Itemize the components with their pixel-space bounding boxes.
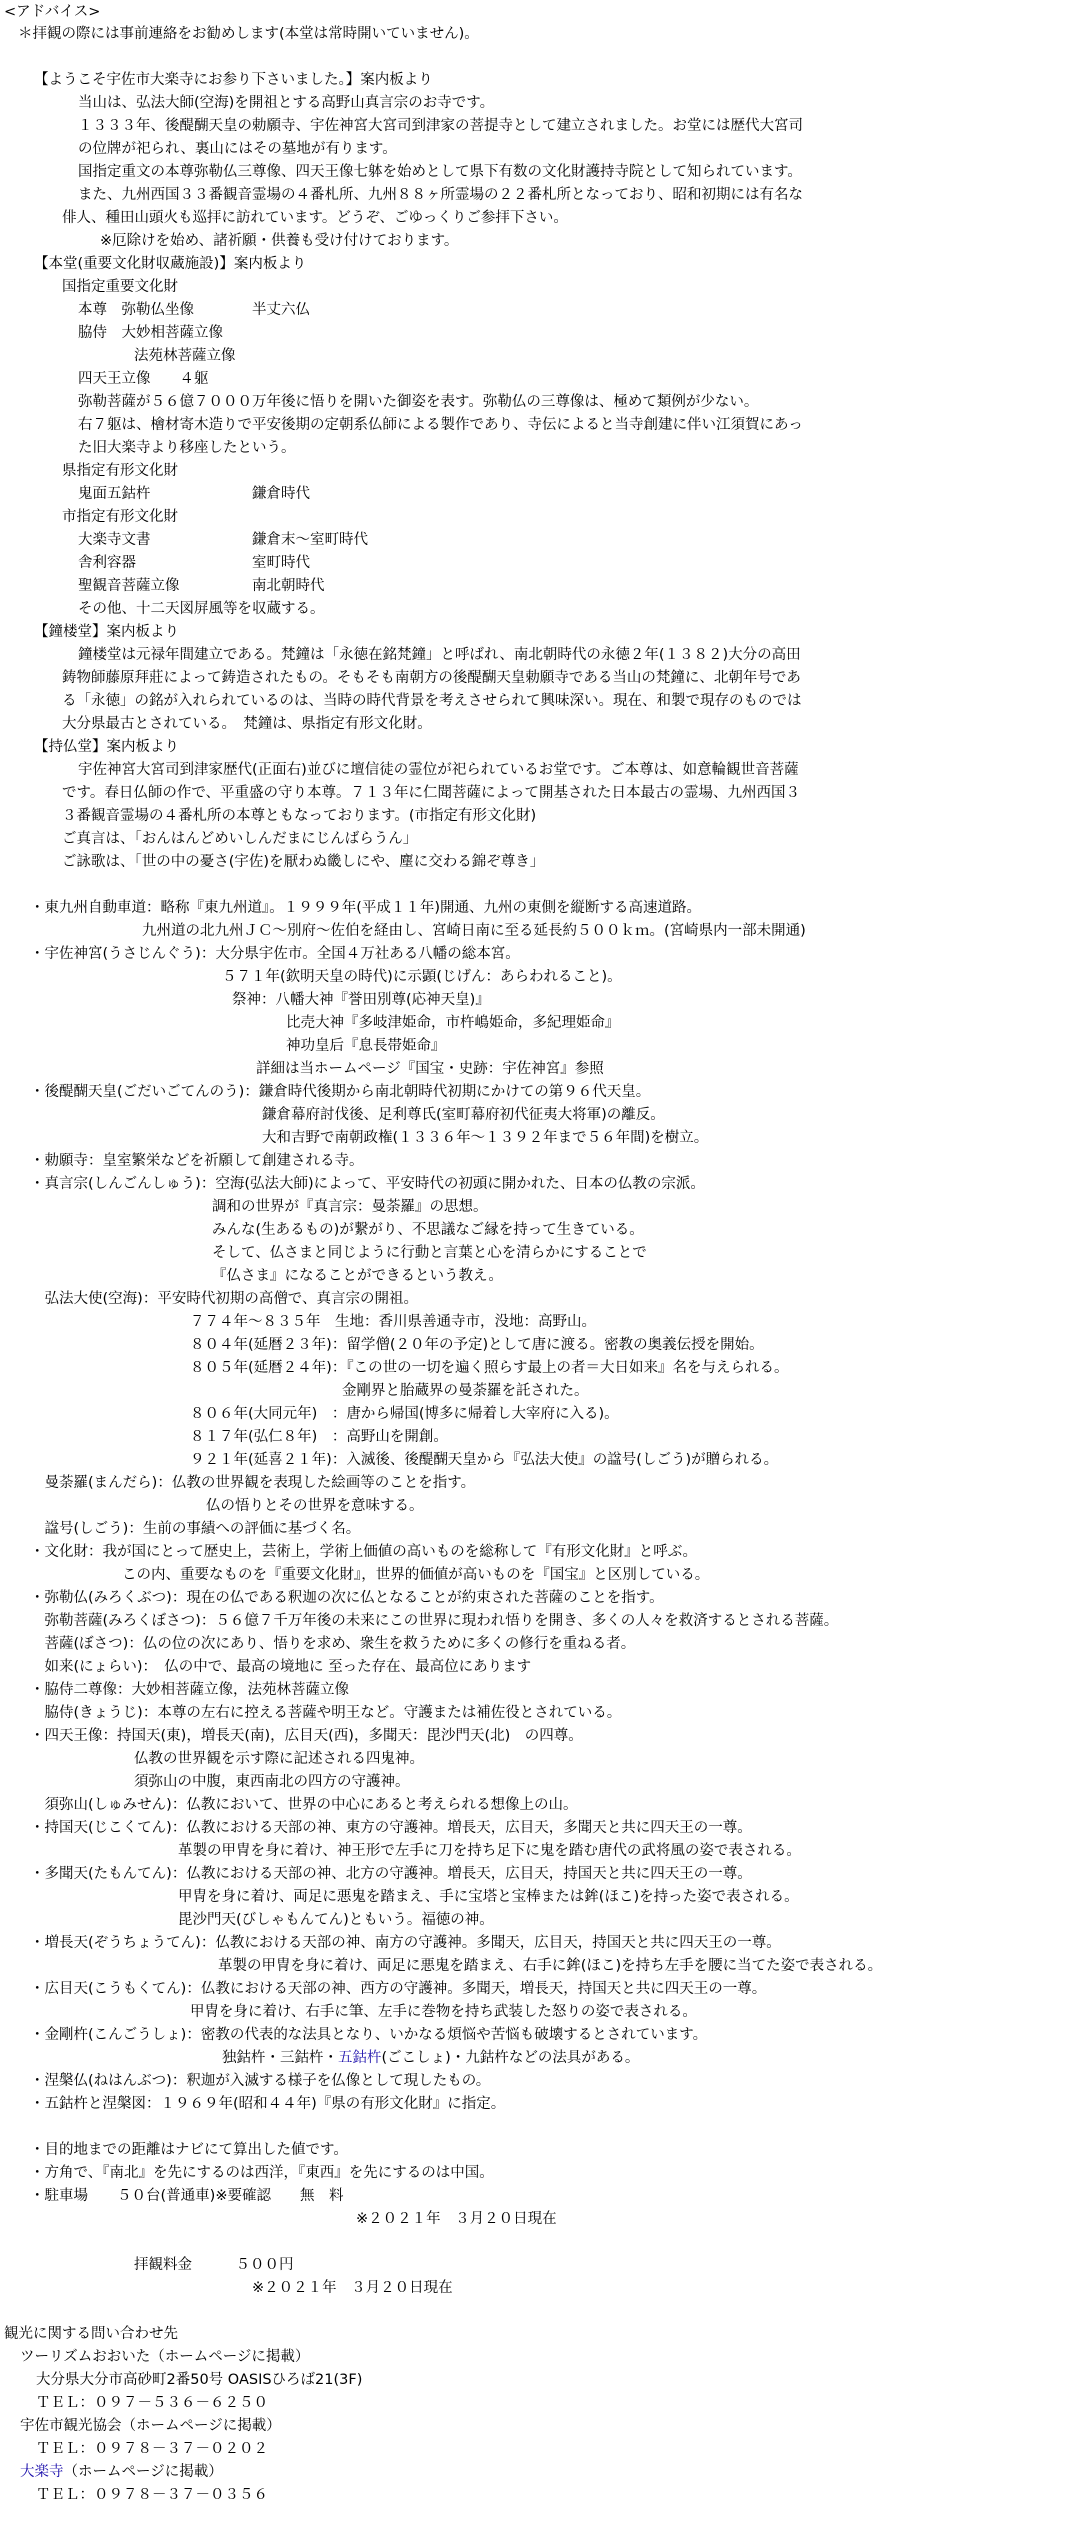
text-line: ・四天王像：持国天(東)，増長天(南)，広目天(西)，多聞天：毘沙門天(北) の四尊。 [30,1728,583,1744]
text-line: 拝観料金 ５００円 [134,2257,294,2273]
text-line: 観光に関する問い合わせ先 [4,2326,178,2342]
text-line: ・真言宗(しんごんしゅう)：空海(弘法大師)によって、平安時代の初頭に開かれた、日本の仏教の宗派。 [30,1176,705,1192]
text-line: ツーリズムおおいた（ホームページに掲載） [20,2349,310,2365]
text-line: その他、十二天図屏風等を収蔵する。 [78,601,325,617]
text-line: みんな(生あるもの)が繋がり、不思議なご縁を持って生きている。 [212,1222,644,1238]
text-line: 須弥山(しゅみせん)：仏教において、世界の中心にあると考えられる想像上の山。 [30,1797,578,1813]
text-line: また、九州西国３３番観音霊場の４番札所、九州８８ヶ所霊場の２２番札所となっており、昭和初期には有名な [78,187,803,203]
text-line: １３３３年、後醍醐天皇の勅願寺、宇佐神宮大宮司到津家の菩提寺として建立されました。お堂には歴代大宮司 [78,118,803,134]
text-line: <アドバイス> [4,4,101,20]
text-line: 九州道の北九州ＪＣ～別府～佐伯を経由し、宮崎日南に至る延長約５００ｋｍ。(宮崎県内一部未開通) [142,923,806,939]
text-line: ８１７年(弘仁８年) ：高野山を開創。 [190,1429,448,1445]
text-line: ３番観音霊場の４番札所の本尊ともなっております。(市指定有形文化財) [62,808,537,824]
text-line: 菩薩(ぼさつ)：仏の位の次にあり、悟りを求め、衆生を救うために多くの修行を重ねる者。 [30,1636,636,1652]
text-line: ８０５年(延暦２４年)：『この世の一切を遍く照らす最上の者＝大日如来』名を与えられる。 [190,1360,789,1376]
text-line: ・文化財：我が国にとって歴史上，芸術上，学術上価値の高いものを総称して『有形文化財』と呼ぶ。 [30,1544,697,1560]
text-line: 金剛界と胎蔵界の曼荼羅を託された。 [342,1383,589,1399]
text-line: 舎利容器 室町時代 [78,555,310,571]
text-line: ・持国天(じこくてん)：仏教における天部の神、東方の守護神。増長天，広目天，多聞天と共に四天王の一尊。 [30,1820,752,1836]
text-line: ＴＥＬ：０９７－５３６－６２５０ [36,2395,268,2411]
text-line: です。春日仏師の作で、平重盛の守り本尊。７１３年に仁聞菩薩によって開基された日本最古の霊場、九州西国３ [62,785,801,801]
text-line: ９２１年(延喜２１年)：入滅後、後醍醐天皇から『弘法大使』の諡号(しごう)が贈られる。 [190,1452,779,1468]
text-line: る「永徳」の銘が入れられているのは、当時の時代背景を考えさせられて興味深い。現在、和製で現存のものでは [62,693,802,709]
text-line: ご詠歌は、「世の中の憂さ(宇佐)を厭わぬ畿しにや、塵に交わる錦ぞ尊き」 [62,854,545,870]
text-line: 革製の甲冑を身に着け、神王形で左手に刀を持ち足下に鬼を踏む唐代の武将風の姿で表される。 [178,1843,801,1859]
text-line: ・目的地までの距離はナビにて算出した値です。 [30,2142,348,2158]
text-line: ７７４年～８３５年 生地：香川県善通寺市，没地：高野山。 [190,1314,596,1330]
text-line: 祭神：八幡大神『誉田別尊(応神天皇)』 [232,992,490,1008]
text-line: ＴＥＬ：０９７８－３７－０３５６ [36,2487,268,2503]
text-line: の位牌が祀られ、裏山にはその墓地が有ります。 [78,141,397,157]
text-line: 【持仏堂】案内板より [34,739,179,755]
text-line: 四天王立像 ４躯 [78,371,209,387]
text-line: 当山は、弘法大師(空海)を開祖とする高野山真言宗のお寺です。 [78,95,495,111]
text-line: ※２０２１年 ３月２０日現在 [356,2211,557,2227]
text-line: 脇侍(きょうじ)：本尊の左右に控える菩薩や明王など。守護または補佐役とされている。 [30,1705,622,1721]
text-line: 聖観音菩薩立像 南北朝時代 [78,578,325,594]
text-line: 大分県大分市高砂町2番50号 OASISひろば21(3F) [36,2372,363,2388]
text-line: 【鐘楼堂】案内板より [34,624,179,640]
text-line: ・宇佐神宮(うさじんぐう)：大分県宇佐市。全国４万社ある八幡の総本宮。 [30,946,520,962]
text-line: 比売大神『多岐津姫命，市杵嶋姫命，多紀理姫命』 [286,1015,620,1031]
text-line: ８０４年(延暦２３年)：留学僧(２０年の予定)として唐に渡る。密教の奥義伝授を開始。 [190,1337,764,1353]
text-line: 宇佐神宮大宮司到津家歴代(正面右)並びに壇信徒の霊位が祀られているお堂です。ご本尊は、如意輪観世音菩薩 [78,762,799,778]
text-line: 脇侍 大妙相菩薩立像 [78,325,223,341]
text-line: 詳細は当ホームページ『国宝・史跡：宇佐神宮』参照 [256,1061,604,1077]
text-line: そして、仏さまと同じように行動と言葉と心を清らかにすることで [212,1245,647,1261]
text-line: ＴＥＬ：０９７８－３７－０２０２ [36,2441,268,2457]
text-line: 法苑林菩薩立像 [134,348,236,364]
text-line: 諡号(しごう)：生前の事績への評価に基づく名。 [30,1521,361,1537]
text-line: 鋳物師藤原拜莊によって鋳造されたもの。そもそも南朝方の後醍醐天皇勅願寺である当山の梵鐘に、北朝年号であ [62,670,801,686]
text-line: ・勅願寺：皇室繁栄などを祈願して創建される寺。 [30,1153,364,1169]
text-line: 須弥山の中腹，東西南北の四方の守護神。 [134,1774,410,1790]
text-line: ・増長天(ぞうちょうてん)：仏教における天部の神、南方の守護神。多聞天，広目天，持国天と共に四天王の一尊。 [30,1935,781,1951]
text-line: 鎌倉幕府討伐後、足利尊氏(室町幕府初代征夷大将軍)の離反。 [262,1107,665,1123]
text-line: ・弥勒仏(みろくぶつ)：現在の仏である釈迦の次に仏となることが約束された菩薩のことを指す。 [30,1590,664,1606]
text-line: 大分県最古とされている。 梵鐘は、県指定有形文化財。 [62,716,432,732]
text-line: ・方角で、『南北』を先にするのは西洋，『東西』を先にするのは中国。 [30,2165,494,2181]
text-line: ・脇侍二尊像：大妙相菩薩立像，法苑林菩薩立像 [30,1682,349,1698]
text-line: ・東九州自動車道：略称『東九州道』。１９９９年(平成１１年)開通、九州の東側を縦断する高速道路。 [30,900,702,916]
text-line: ・金剛杵(こんごうしょ)：密教の代表的な法具となり、いかなる煩悩や苦悩も破壊するとされています。 [30,2027,708,2043]
text-line: 如来(にょらい)： 仏の中で、最高の境地に 至った存在、最高位にあります [30,1659,532,1675]
text-line: 市指定有形文化財 [62,509,178,525]
text-line: ・五鈷杵と涅槃図：１９６９年(昭和４４年)『県の有形文化財』に指定。 [30,2096,506,2112]
text-line: 宇佐市観光協会（ホームページに掲載） [20,2418,281,2434]
text-line: 曼荼羅(まんだら)：仏教の世界観を表現した絵画等のことを指す。 [30,1475,476,1491]
text-line: ・後醍醐天皇(ごだいごてんのう)：鎌倉時代後期から南北朝時代初期にかけての第９６代天皇。 [30,1084,651,1100]
text-line: ・駐車場 ５０台(普通車)※要確認 無 料 [30,2188,344,2204]
text-line: 国指定重文の本尊弥勒仏三尊像、四天王像七躰を始めとして県下有数の文化財護持寺院として知られています。 [78,164,802,180]
text-line: ご真言は、「おんはんどめいしんだまにじんばらうん」 [62,831,418,847]
text-line: ・涅槃仏(ねはんぶつ)：釈迦が入滅する様子を仏像として現したもの。 [30,2073,491,2089]
text-line: 国指定重要文化財 [62,279,178,295]
text-line: 仏の悟りとその世界を意味する。 [206,1498,424,1514]
text-line: 大和吉野で南朝政権(１３３６年～１３９２年まで５６年間)を樹立。 [262,1130,709,1146]
text-line: ・多聞天(たもんてん)：仏教における天部の神、北方の守護神。増長天，広目天，持国天と共に四天王の一尊。 [30,1866,752,1882]
text-line: ※厄除けを始め、諸祈願・供養も受け付けております。 [100,233,459,249]
text-line: 【ようこそ宇佐市大楽寺にお参り下さいました。】案内板より [34,72,433,88]
kongousho-types-line: 独鈷杵・三鈷杵・五鈷杵(ごこしょ)・九鈷杵などの法具がある。 [222,2050,640,2066]
text-line: 弥勒菩薩(みろくぼさつ)：５６億７千万年後の未来にこの世界に現われ悟りを開き、多くの人々を救済するとされる菩薩。 [30,1613,839,1629]
text-line: 仏教の世界観を示す際に記述される四鬼神。 [134,1751,424,1767]
dairakuji-link[interactable]: 大楽寺 [20,2464,64,2480]
text-line: 大楽寺文書 鎌倉末～室町時代 [78,532,368,548]
text-line: 甲冑を身に着け、両足に悪鬼を踏まえ、手に宝塔と宝棒または鉾(ほこ)を持った姿で表される。 [178,1889,799,1905]
text-line: 弘法大使(空海)：平安時代初期の高僧で、真言宗の開祖。 [30,1291,419,1307]
text-line: ５７１年(欽明天皇の時代)に示顕(じげん：あらわれること)。 [222,969,622,985]
text-line: た旧大楽寺より移座したという。 [78,440,296,456]
text-line: 【本堂(重要文化財収蔵施設)】案内板より [34,256,307,272]
text-line: 県指定有形文化財 [62,463,178,479]
text-line: 鐘楼堂は元禄年間建立である。梵鐘は「永徳在銘梵鐘」と呼ばれ、南北朝時代の永徳２年(１３８２)大分の高田 [78,647,801,663]
text-line: 鬼面五鈷杵 鎌倉時代 [78,486,310,502]
text-line: 弥勒菩薩が５６億７０００万年後に悟りを開いた御姿を表す。弥勒仏の三尊像は、極めて類例が少ない。 [78,394,759,410]
text-line: 『仏さま』になることができるという教え。 [212,1268,503,1284]
text-line: この内、重要なものを『重要文化財』，世界的価値が高いものを『国宝』と区別している。 [122,1567,710,1583]
text-line: 革製の甲冑を身に着け、両足に悪鬼を踏まえ、右手に鉾(ほこ)を持ち左手を腰に当てた姿で表される。 [218,1958,883,1974]
text-line: ＊拝観の際には事前連絡をお勧めします(本堂は常時開いていません)。 [18,26,479,42]
text-line: 調和の世界が『真言宗：曼荼羅』の思想。 [212,1199,488,1215]
text-line: 甲冑を身に着け、右手に筆、左手に巻物を持ち武装した怒りの姿で表される。 [190,2004,697,2020]
gokosho-link[interactable]: 五鈷杵 [338,2050,382,2066]
text-line: ・広目天(こうもくてん)：仏教における天部の神、西方の守護神。多聞天，増長天，持国天と共に四天王の一尊。 [30,1981,767,1997]
text-line: ※２０２１年 ３月２０日現在 [252,2280,453,2296]
text-line: 右７躯は、檜材寄木造りで平安後期の定朝系仏師による製作であり、寺伝によると当寺創建に伴い江須賀にあっ [78,417,803,433]
text-line: 本尊 弥勒仏坐像 半丈六仏 [78,302,310,318]
text-line: 俳人、種田山頭火も巡拝に訪れています。どうぞ、ごゆっくりご参拝下さい。 [62,210,568,226]
text-line: 毘沙門天(びしゃもんてん)ともいう。福徳の神。 [178,1912,494,1928]
text-line: ８０６年(大同元年) ：唐から帰国(博多に帰着し大宰府に入る)。 [190,1406,619,1422]
temple-contact-line: 大楽寺（ホームページに掲載） [20,2464,223,2480]
text-line: 神功皇后『息長帯姫命』 [286,1038,446,1054]
